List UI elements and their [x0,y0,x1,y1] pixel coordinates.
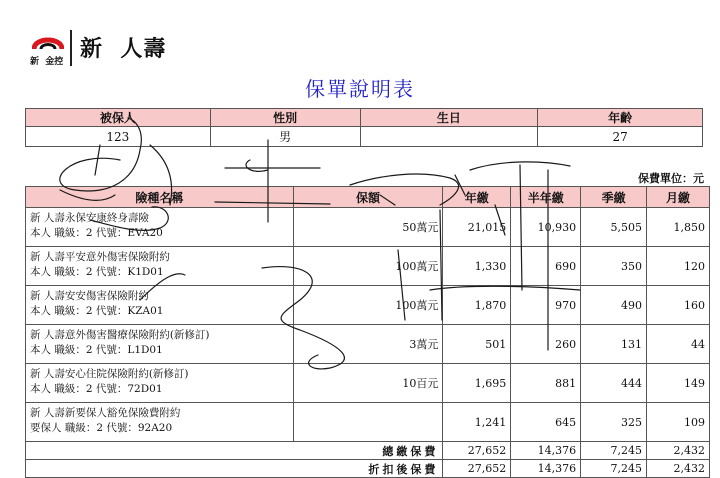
product-code: 本人 職級：2 代號：EVA20 [30,227,163,239]
amount-cell: 3萬元 [293,325,443,364]
monthly-cell: 44 [647,325,710,364]
quarterly-header: 季繳 [581,187,647,208]
annual-cell: 21,015 [443,208,511,247]
quarterly-cell: 131 [581,325,647,364]
table-row [26,325,710,364]
birthday-header: 生日 [360,109,538,127]
table-row [26,403,710,442]
annual-header: 年繳 [443,187,511,208]
discounted-semiannual-cell: 14,376 [511,460,581,478]
logo-name: 新 人壽 [80,37,167,62]
quarterly-cell: 350 [581,247,647,286]
logo-subtext: 新 金控 [30,57,64,67]
annual-cell: 1,695 [443,364,511,403]
discounted-quarterly-cell: 7,245 [581,460,647,478]
monthly-cell: 1,850 [647,208,710,247]
product-name-cell [26,247,294,286]
total-premium-row [26,442,710,460]
discounted-monthly-cell: 2,432 [647,460,710,478]
table-row [26,208,710,247]
discounted-annual-cell: 27,652 [443,460,511,478]
total-semiannual-cell: 14,376 [511,442,581,460]
discounted-premium-row [26,460,710,478]
insured-header: 被保人 [26,109,211,127]
amount-cell: 10百元 [293,364,443,403]
insured-value-row [26,127,703,147]
total-monthly-cell: 2,432 [647,442,710,460]
monthly-header: 月繳 [647,187,710,208]
product-name-cell [26,286,294,325]
gender-header: 性別 [210,109,360,127]
product-name-cell [26,403,294,442]
scribble-stroke [246,160,268,171]
product-code: 本人 職級：2 代號：L1D01 [30,344,163,356]
semiannual-cell: 970 [511,286,581,325]
product-code: 本人 職級：2 代號：72D01 [30,383,163,395]
document-title: 保單說明表 [305,77,415,101]
table-row [26,286,710,325]
product-name: 新 人壽安心住院保險附約(新修訂) [30,368,189,380]
monthly-cell: 149 [647,364,710,403]
products-table [25,186,710,478]
product-name: 新 人壽永保安康終身壽險 [30,212,149,224]
annual-cell: 1,870 [443,286,511,325]
amount-cell: 100萬元 [293,286,443,325]
quarterly-cell: 5,505 [581,208,647,247]
monthly-cell: 120 [647,247,710,286]
product-name-cell [26,364,294,403]
birthday-cell [360,127,538,147]
monthly-cell: 109 [647,403,710,442]
semiannual-cell: 645 [511,403,581,442]
annual-cell: 1,330 [443,247,511,286]
discounted-premium-label: 折扣後保費 [26,460,443,478]
logo-mark-icon [32,33,64,53]
semiannual-header: 半年繳 [511,187,581,208]
semiannual-cell: 881 [511,364,581,403]
product-name: 新 人壽意外傷害醫療保險附約(新修訂) [30,329,210,341]
amount-cell: 50萬元 [293,208,443,247]
total-premium-label: 總繳保費 [26,442,443,460]
insured-table [25,108,703,147]
total-quarterly-cell: 7,245 [581,442,647,460]
quarterly-cell: 444 [581,364,647,403]
scribble-stroke [95,145,100,175]
semiannual-cell: 260 [511,325,581,364]
company-logo [28,30,198,72]
product-name: 新 人壽平安意外傷害保險附約 [30,251,170,263]
product-name-cell [26,325,294,364]
semiannual-cell: 690 [511,247,581,286]
table-row [26,364,710,403]
products-header-row [26,187,710,208]
product-name-header: 險種名稱 [26,187,294,208]
semiannual-cell: 10,930 [511,208,581,247]
logo-divider [70,30,72,66]
quarterly-cell: 490 [581,286,647,325]
amount-cell [293,403,443,442]
product-code: 本人 職級：2 代號：K1D01 [30,266,164,278]
total-annual-cell: 27,652 [443,442,511,460]
insured-header-row [26,109,703,127]
table-row [26,247,710,286]
quarterly-cell: 325 [581,403,647,442]
scribble-stroke [470,162,570,170]
age-cell: 27 [538,127,703,147]
product-code: 本人 職級：2 代號：KZA01 [30,305,164,317]
annual-cell: 1,241 [443,403,511,442]
product-name: 新 人壽安安傷害保險附約 [30,290,149,302]
product-code: 要保人 職級：2 代號：92A20 [30,422,173,434]
amount-cell: 100萬元 [293,247,443,286]
product-name: 新 人壽新要保人豁免保險費附約 [30,407,181,419]
monthly-cell: 160 [647,286,710,325]
amount-header: 保額 [293,187,443,208]
insured-name-cell: 123 [26,127,211,147]
product-name-cell [26,208,294,247]
annual-cell: 501 [443,325,511,364]
age-header: 年齡 [538,109,703,127]
gender-cell: 男 [210,127,360,147]
premium-unit-note: 保費單位：元 [638,172,704,185]
